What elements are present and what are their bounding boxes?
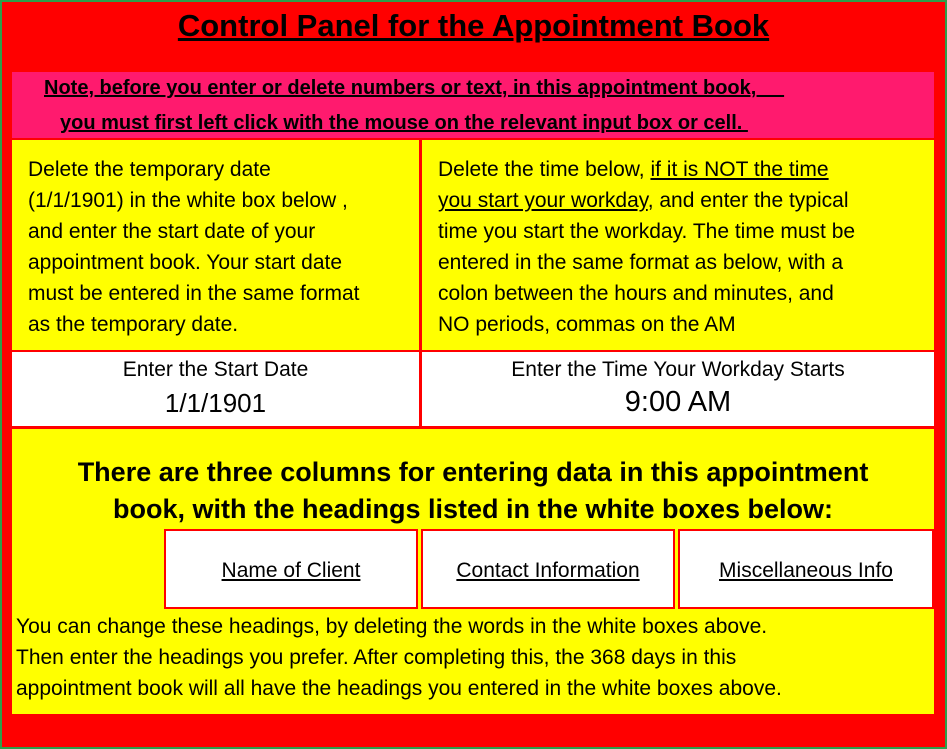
start-time-label: Enter the Time Your Workday Starts (511, 358, 845, 381)
date-instructions-line: appointment book. Your start date (28, 251, 343, 274)
time-instructions-line (438, 185, 926, 216)
note-line-1: Note, before you enter or delete numbers or text, in this appointment book, (44, 77, 785, 99)
start-date-input[interactable]: 1/1/1901 (164, 388, 267, 418)
time-instructions-line: colon between the hours and minutes, and (438, 282, 834, 305)
time-instructions-text: Delete the time below, (438, 158, 651, 181)
time-instructions-line: time you start the workday. The time must be (438, 220, 856, 243)
time-instructions-line (438, 154, 926, 185)
columns-intro-line: book, with the headings listed in the white boxes below: (112, 494, 834, 524)
time-instructions-underlined: if it is NOT the time (650, 158, 829, 181)
page-title: Control Panel for the Appointment Book (177, 8, 770, 43)
footer-line: appointment book will all have the headings you entered in the white boxes above. (16, 677, 782, 700)
columns-intro-line: There are three columns for entering data in this appointment (77, 457, 869, 487)
heading-miscellaneous-info[interactable]: Miscellaneous Info (678, 529, 934, 609)
columns-intro (12, 429, 934, 528)
time-instructions-underlined: you start your workday (438, 189, 648, 212)
date-instructions-line: and enter the start date of your (28, 220, 316, 243)
note-line-2: you must first left click with the mouse on the relevant input box or cell. (60, 112, 748, 134)
time-instructions-cell[interactable] (422, 140, 934, 350)
date-instructions-line: (1/1/1901) in the white box below , (28, 189, 348, 212)
heading-name-of-client[interactable]: Name of Client (164, 529, 418, 609)
footer-line: Then enter the headings you prefer. After completing this, the 368 days in this (16, 646, 737, 669)
footer-instructions (0, 611, 940, 704)
start-time-cell[interactable] (422, 352, 934, 426)
time-instructions-text: , and enter the typical (647, 189, 849, 212)
note-banner (12, 72, 934, 138)
date-instructions-line: must be entered in the same format (28, 282, 360, 305)
date-instructions-line: Delete the temporary date (28, 158, 271, 181)
date-instructions-line: as the temporary date. (28, 313, 239, 336)
heading-contact-information[interactable]: Contact Information (421, 529, 675, 609)
time-instructions-line: NO periods, commas on the AM (438, 313, 736, 336)
time-instructions-line: entered in the same format as below, with a (438, 251, 844, 274)
footer-line: You can change these headings, by deleting the words in the white boxes above. (16, 615, 768, 638)
start-date-cell[interactable] (12, 352, 419, 426)
start-time-input[interactable]: 9:00 AM (624, 386, 732, 418)
date-instructions-cell[interactable] (12, 140, 419, 350)
start-date-label: Enter the Start Date (122, 358, 309, 381)
